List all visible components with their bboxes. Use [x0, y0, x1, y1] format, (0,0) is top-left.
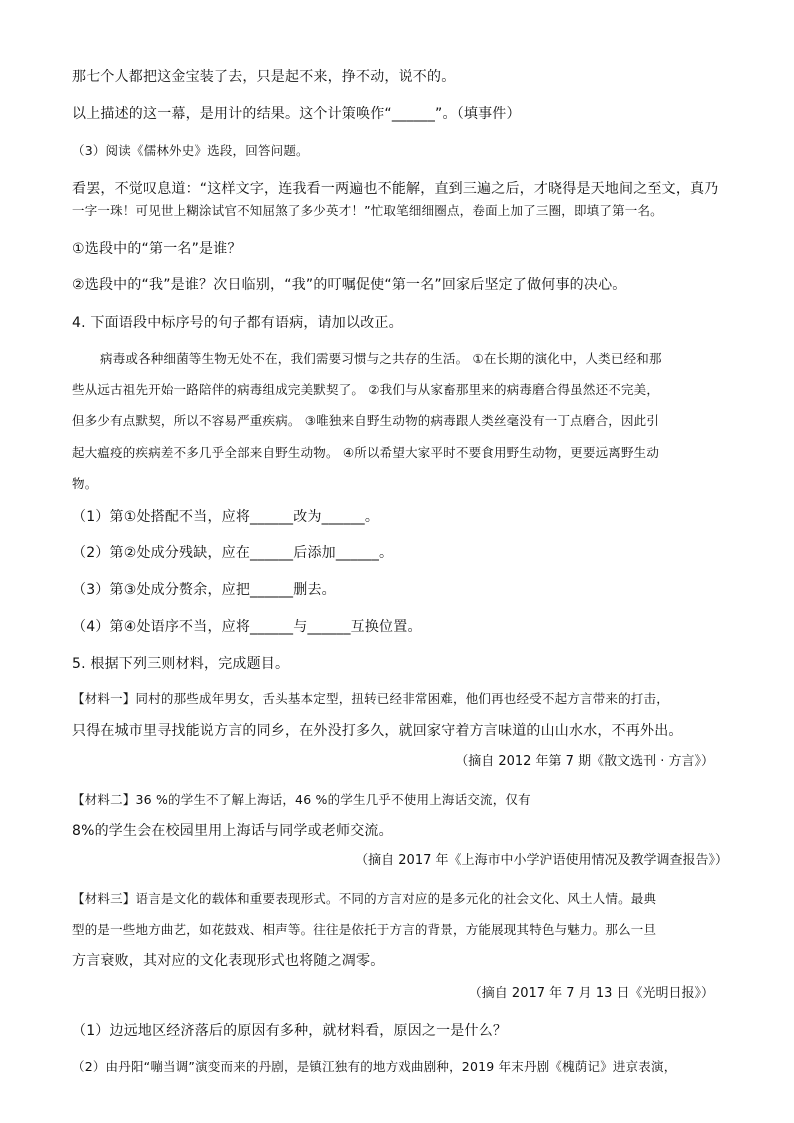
question-3-heading: （3）阅读《儒林外史》选段，回答问题。 — [72, 143, 309, 158]
material-2-line-1: 【材料二】36 %的学生不了解上海话，46 %的学生几乎不使用上海话交流，仅有 — [72, 792, 531, 807]
passage-line-2: 些从远古祖先开始一路陪伴的病毒组成完美默契了。 ②我们与从家畜那里来的病毒磨合得虽然还不完美， — [72, 382, 660, 397]
material-3-line-3: 方言衰败，其对应的文化表现形式也将随之凋零。 — [72, 953, 385, 969]
text-line-2: 以上描述的这一幕，是用计的结果。这个计策唤作“______”。（填事件） — [72, 106, 521, 122]
material-3-line-1: 【材料三】语言是文化的载体和重要表现形式。不同的方言对应的是多元化的社会文化、风土人情。最典 — [72, 891, 657, 906]
material-1-line-2: 只得在城市里寻找能说方言的同乡，在外没打多久，就回家守着方言味道的山山水水，不再外出。 — [72, 723, 683, 739]
material-2-line-2: 8%的学生会在校园里用上海话与同学或老师交流。 — [72, 823, 393, 839]
text-line-1: 那七个人都把这金宝装了去，只是起不来，挣不动，说不的。 — [72, 69, 456, 85]
material-2-source: （摘自 2017 年《上海市中小学沪语使用情况及教学调查报告》） — [355, 853, 728, 868]
passage-line-1: 病毒或各种细菌等生物无处不在，我们需要习惯与之共存的生活。 ①在长期的演化中，人类已经和那 — [100, 351, 662, 366]
question-4-heading: 4. 下面语段中标序号的句子都有语病，请加以改正。 — [72, 315, 403, 331]
fill-item-3: （3）第③处成分赘余，应把______删去。 — [72, 582, 336, 598]
material-1-line-1: 【材料一】同村的那些成年男女，舌头基本定型，扭转已经非常困难，他们再也经受不起方言带来的打击， — [72, 691, 669, 706]
material-3-source: （摘自 2017 年 7 月 13 日《光明日报》） — [468, 986, 714, 1001]
text-line-5: 一字一珠！可见世上糊涂试官不知屈煞了多少英才！”忙取笔细细圈点，卷面上加了三圈，即填了第一名。 — [72, 203, 663, 218]
fill-item-4: （4）第④处语序不当，应将______与______互换位置。 — [72, 619, 422, 635]
passage-line-3: 但多少有点默契，所以不容易严重疾病。 ③唯独来自野生动物的病毒跟人类丝毫没有一丁点磨合，因此引 — [72, 413, 660, 428]
text-line-4: 看罢，不觉叹息道：“这样文字，连我看一两遍也不能解，直到三遍之后，才晓得是天地间之至文，真乃 — [72, 181, 719, 197]
fill-item-2: （2）第②处成分残缺，应在______后添加______。 — [72, 545, 394, 561]
sub-question-2: ②选段中的“我”是谁？次日临别，“我”的叮嘱促使“第一名”回家后坚定了做何事的决心。 — [72, 277, 627, 293]
question-5-heading: 5. 根据下列三则材料，完成题目。 — [72, 656, 290, 672]
passage-line-5: 物。 — [72, 476, 98, 491]
material-1-source: （摘自 2012 年第 7 期《散文选刊 · 方言》） — [455, 754, 714, 769]
material-3-line-2: 型的是一些地方曲艺，如花鼓戏、相声等。往往是依托于方言的背景，方能展现其特色与魅力。那么一旦 — [72, 922, 657, 937]
question-5-sub-2: （2）由丹阳“嘣当调”演变而来的丹剧，是镇江独有的地方戏曲剧种，2019 年末丹剧《槐荫记》进京表演， — [72, 1059, 677, 1074]
question-5-sub-1: （1）边远地区经济落后的原因有多种，就材料看，原因之一是什么？ — [72, 1023, 508, 1039]
passage-line-4: 起大瘟疫的疾病差不多几乎全部来自野生动物。 ④所以希望大家平时不要食用野生动物，更要远离野生动 — [72, 445, 660, 460]
sub-question-1: ①选段中的“第一名”是谁？ — [72, 241, 242, 257]
fill-item-1: （1）第①处搭配不当，应将______改为______。 — [72, 509, 380, 525]
